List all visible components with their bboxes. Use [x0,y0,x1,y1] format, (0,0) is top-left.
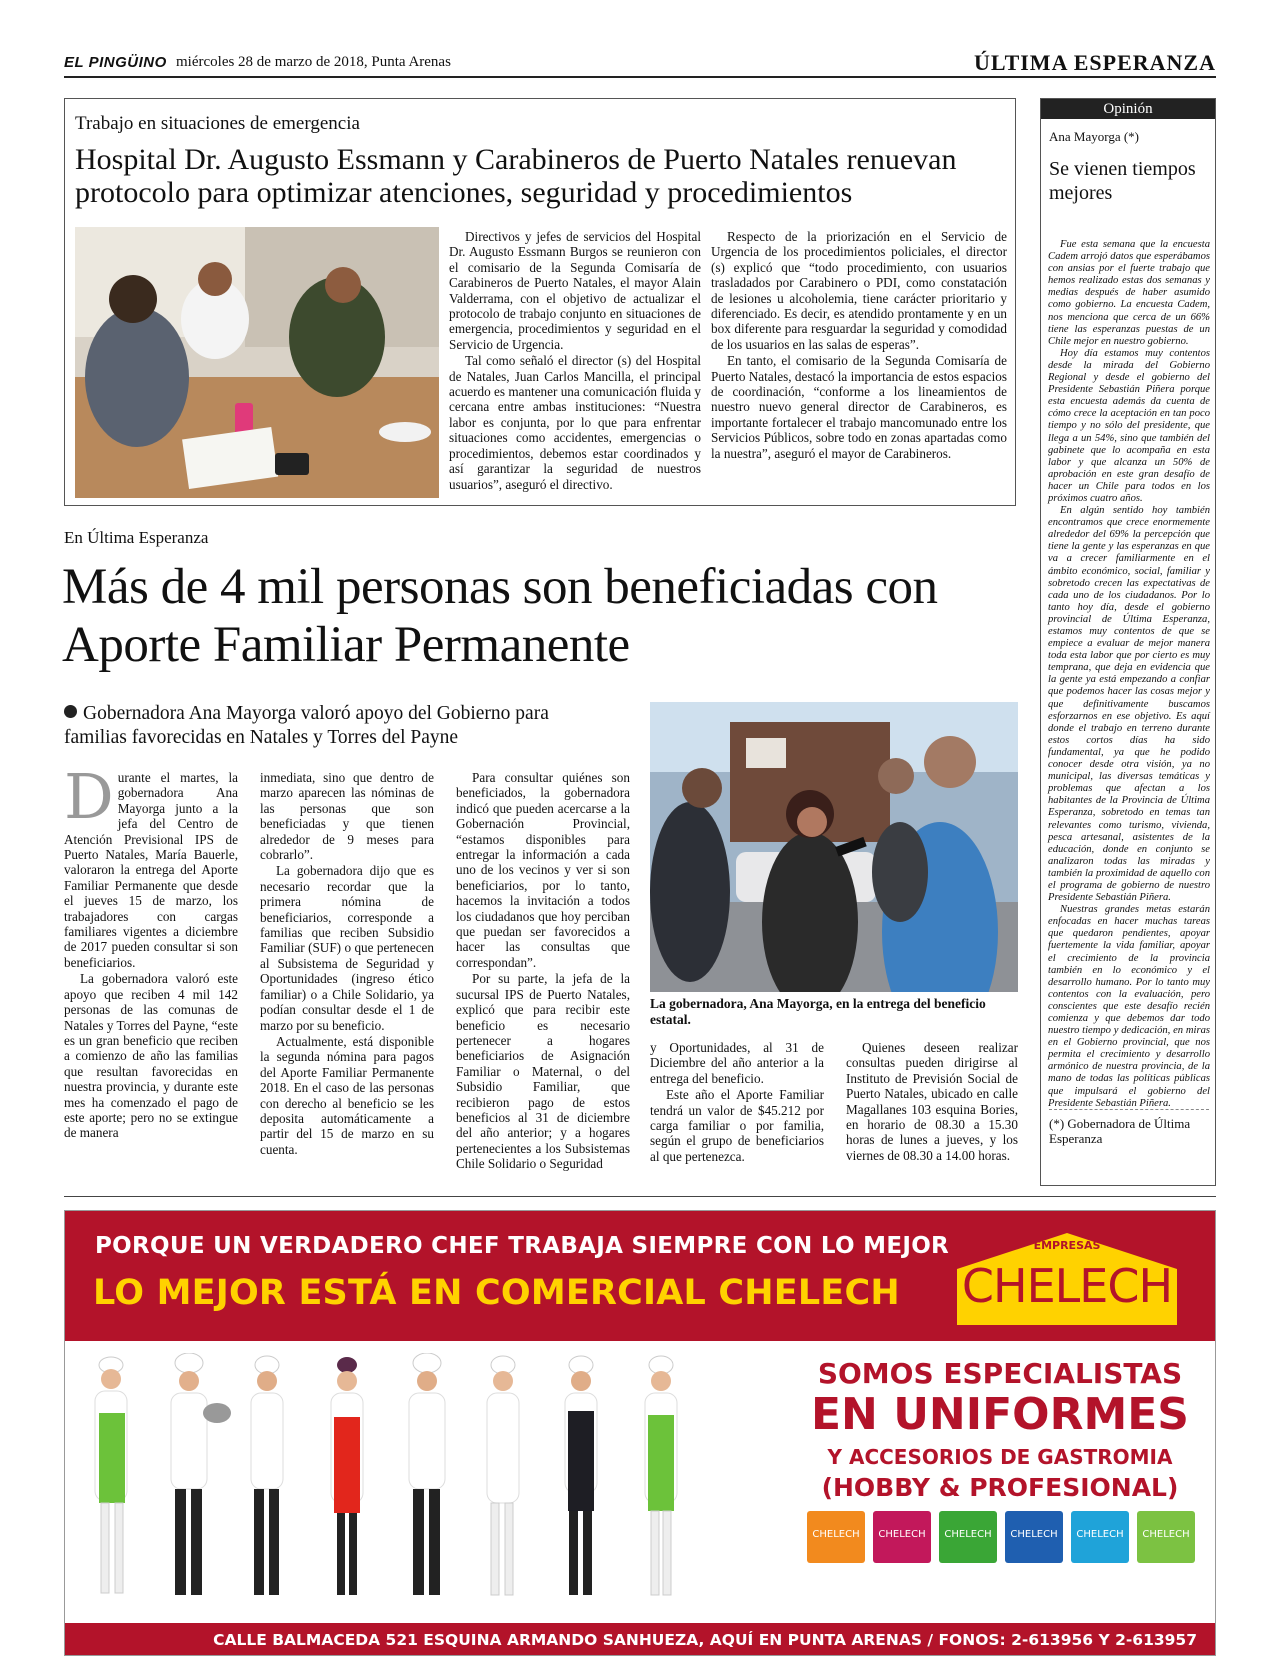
paragraph: Fue esta semana que la encuesta Cadem arrojó datos que esperábamos con ansias por el fuerte trabajo que hemos realizado estas dos semanas y medias después de haber asumido como gobierno. La encuesta Cadem, nos menciona que cerca de un 66% tiene las esperanzas puestas de un Chile mejor en nuestro gobierno. [1048,239,1210,347]
article-headline: Hospital Dr. Augusto Essmann y Carabineros de Puerto Natales renuevan protocolo para optimizar atenciones, seguridad y procedimientos [75,143,957,209]
article-column-4 [650,1040,824,1165]
paragraph: Tal como señaló el director (s) del Hospital de Natales, Juan Carlos Mancilla, el principal acuerdo es mantener una comunicación fluida y cercana entre ambas instituciones: “Nuestra labor es conjunta, por lo que para enfrentar situaciones como accidentes, emergencias o procedimientos, debemos estar coordinados y así garantizar la seguridad de nuestros usuarios”, aseguró el directivo. [449,353,701,492]
chelech-logo [947,1229,1187,1329]
chelech-advertisement [64,1210,1216,1656]
ad-slogan: PORQUE UN VERDADERO CHEF TRABAJA SIEMPRE CON LO MEJOR [95,1233,950,1259]
paragraph: Para consultar quiénes son beneficiados, la gobernadora indicó que pueden acercarse a la Gobernación Provincial, “estamos disponibles para entregar la información a cada uno de los vecinos y ver si son beneficiarios, por lo tanto, hacemos la invitación a todos los ciudadanos que hoy perciban que puedan ser favorecidos a hacer las consultas que correspondan”. [456,770,630,970]
dateline: miércoles 28 de marzo de 2018, Punta Arenas [176,54,451,70]
brand-label: CHELECH [1010,1529,1058,1540]
article-column-3 [456,770,630,1173]
brand-label: CHELECH [812,1529,860,1540]
opinion-body [1048,239,1210,1110]
paragraph: Hoy día estamos muy contentos desde la mirada del Gobierno Regional y desde el gobierno del Presidente Sebastián Piñera porque esta encuesta además da cuenta de cómo crece la aceptación en tan poco tiempo y no sólo del presidente, que llega a un 54%, sino que también del gabinete que lo acompaña en esta labor y que alcanza un 50% de aprobación en este gran desafío de hacer un Chile para todos en los próximos cuatro años. [1048,347,1210,504]
photo-caption: La gobernadora, Ana Mayorga, en la entrega del beneficio estatal. [650,996,986,1027]
article-column-1 [449,229,701,493]
governor-photo [650,702,1018,992]
spec-line-1: SOMOS ESPECIALISTAS [817,1357,1183,1390]
paragraph: inmediata, sino que dentro de marzo aparecen las nóminas de las personas que son beneficiadas y que tienen alrededor de 9 meses para cobrarlo”. [260,770,434,863]
brand-logo-green [939,1511,997,1563]
ad-specialists-text [805,1357,1195,1505]
brand-logo-orange [807,1511,865,1563]
paragraph [64,760,238,970]
brand-logos [807,1511,1207,1565]
ad-headline: LO MEJOR ESTÁ EN COMERCIAL CHELECH [93,1273,900,1313]
brand-label: CHELECH [944,1529,992,1540]
brand-logo-blue [1005,1511,1063,1563]
article-column-5 [846,1040,1018,1164]
spec-line-4: (HOBBY & PROFESIONAL) [821,1473,1179,1502]
paragraph: La gobernadora dijo que es necesario recordar que la primera nómina de beneficiarios, corresponde a familias que reciben Subsidio Familiar (SUF) o que pertenecen al Subsistema de Seguridad y Oportunidades (ingreso ético familiar) o a Chile Solidario, ya podían consultar desde el 1 de marzo por su beneficio. [260,863,434,1033]
brand-label: CHELECH [878,1529,926,1540]
meeting-photo [75,227,439,498]
opinion-tag: Opinión [1041,99,1215,119]
subhead-text: Gobernadora Ana Mayorga valoró apoyo del Gobierno para familias favorecidas en Natales y Torres del Payne [64,703,549,748]
hospital-article [64,98,1016,506]
paragraph: Nuestras grandes metas estarán enfocadas en hacer muchas tareas que quedaron pendientes, apoyar fuertemente la vida familiar, apoyar el crecimiento de la provincia también en lo económico y el desarrollo humano. Por lo tanto muy contentos con la evaluación, pero conscientes que este desafío recién comienza y que debemos dar todo nuestro tiempo y dedicación, en miras en el Gobierno provincial, que nos permita el crecimiento y desarrollo armónico de nuestra provincia, de la mano de todas las políticas públicas que impulsará el gobierno del Presidente Sebastián Piñera. [1048,904,1210,1109]
brand-logo-cyan [1071,1511,1129,1563]
paragraph: Quienes deseen realizar consultas pueden dirigirse al Instituto de Previsión Social de Puerto Natales, ubicado en calle Magallanes 103 esquina Bories, en horario de 08.30 a 15.30 horas de lunes a jueves, y los viernes de 08.30 a 14.00 horas. [846,1040,1018,1163]
logo-top-text: EMPRESAS [1033,1239,1101,1252]
paragraph-text: urante el martes, la gobernadora Ana Mayorga junto a la jefa del Centro de Atención Previsional IPS de Puerto Natales, María Bauerle, valoraron la entrega del Aporte Familiar Permanente que desde el jueves 15 de marzo, los trabajadores con cargas familiares vigentes a diciembre de 2017 pueden consultar si son beneficiarios. [64,770,238,970]
brand-label: CHELECH [1076,1529,1124,1540]
article-kicker: En Última Esperanza [64,528,209,547]
drop-cap: D [64,760,114,833]
paragraph: Actualmente, está disponible la segunda nómina para pagos del Aporte Familiar Permanente 2018. En el caso de las personas con derecho al beneficio se les deposita automáticamente a partir del 15 de marzo en su cuenta. [260,1033,434,1157]
opinion-author-note: (*) Gobernadora de Última Esperanza [1049,1109,1209,1146]
bullet-icon [64,705,77,718]
paragraph: En tanto, el comisario de la Segunda Comisaría de Puerto Natales, destacó la importancia de estos espacios de coordinación, “conforme a los lineamientos de nuestro nuevo general director de Carabineros, es importante fortalecer el trabajo mancomunado entre los Servicios Públicos, sobre todo en zonas apartadas como la nuestra”, aseguró el mayor de Carabineros. [711,353,1007,461]
brand-logo-magenta [873,1511,931,1563]
brand-label: CHELECH [1142,1529,1190,1540]
paragraph: En algún sentido hoy también encontramos que crece enormemente alrededor del 69% la percepción que tiene la gente y las esperanzas en que va a crecer familiarmente en el ámbito económico, social, familiar y sobretodo crecen las expectativas de cada uno de los ciudadanos. Por lo tanto hoy día, desde el gobierno provincial de Última Esperanza, estamos muy contentos de que se empiece a evaluar de mejor manera toda esta labor que por cierto es muy temprana, que deja en evidencia que la gente ya está empezando a confiar que podemos hacer las cosas mejor y que definitivamente buscamos esforzarnos en ese objetivo. Es aquí donde el trabajo en terreno durante estos cortos días ha sido fundamental, ya que he podido conocer desde otra visión, ya no municipal, las diversas temáticas y problemas que afectan a los habitantes de la Provincia de Última Esperanza, sobretodo en temas tan relevantes como turismo, vivienda, pesca artesanal, asistentes de la educación, donde en conjunto se analizaron todas las miradas y también la proximidad de aquello con el programa de gobierno de nuestro Presidente Sebastián Piñera. [1048,505,1210,904]
logo-wordmark: CHELECH [961,1259,1173,1313]
ad-address-bar: CALLE BALMACEDA 521 ESQUINA ARMANDO SANHUEZA, AQUÍ EN PUNTA ARENAS / FONOS: 2-613956 Y 2-613957 [65,1623,1216,1656]
divider [64,1196,1216,1197]
paragraph: Respecto de la priorización en el Servicio de Urgencia de los procedimientos policiales, el director (s) explicó que “todo procedimiento, con usuarios trasladados por Carabinero o PDI, como constatación de lesiones u alcoholemia, tiene carácter prioritario y diferenciado. Es decir, es atendido prontamente y en un box diferente para resguardar la seguridad y comodidad de los usuarios en las salas de esperas”. [711,229,1007,352]
paragraph: Directivos y jefes de servicios del Hospital Dr. Augusto Essmann Burgos se reunieron con el comisario de la Segunda Comisaría de Carabineros de Puerto Natales, el mayor Alain Valderrama, con el objetivo de actualizar el protocolo de trabajo conjunto en situaciones de emergencia, procedimientos y seguridad en el Servicio de Urgencia. [449,229,701,352]
opinion-author: Ana Mayorga (*) [1049,129,1140,144]
chefs-illustration [71,1353,791,1611]
paragraph: Este año el Aporte Familiar tendrá un valor de $45.212 por carga familiar o por familia, según el grupo de beneficiarios al que pertenezca. [650,1087,824,1164]
opinion-column [1040,98,1216,1186]
article-headline: Más de 4 mil personas son beneficiadas con Aporte Familiar Permanente [62,559,938,673]
spec-line-3: Y ACCESORIOS DE GASTROMIA [827,1445,1173,1469]
article-column-1 [64,760,238,1142]
opinion-title: Se vienen tiempos mejores [1049,158,1196,204]
spec-line-2: EN UNIFORMES [811,1389,1189,1440]
paragraph: La gobernadora valoró este apoyo que reciben 4 mil 142 personas de las comunas de Natales y Torres del Payne, “este es un gran beneficio que reciben a comienzo de año las familias que resultan favorecidas en nuestra provincia, y durante este mes ha comenzado el pago de este aporte; pero no se extingue de manera [64,971,238,1141]
newspaper-logo: EL PINGÜINO [64,54,167,71]
article-kicker: Trabajo en situaciones de emergencia [75,113,360,134]
brand-logo-lime [1137,1511,1195,1563]
paragraph: y Oportunidades, al 31 de Diciembre del año anterior a la entrega del beneficio. [650,1040,824,1086]
article-column-2 [260,770,434,1158]
article-column-2 [711,229,1007,462]
article-subhead [64,702,604,750]
masthead [64,52,1216,78]
ad-banner [65,1211,1216,1341]
section-title: ÚLTIMA ESPERANZA [974,50,1216,75]
paragraph: Por su parte, la jefa de la sucursal IPS de Puerto Natales, explicó que para recibir este beneficio es necesario pertenecer a hogares beneficiarios de Asignación Familiar o Maternal, o del Subsidio Familiar, que recibieron pago de estos beneficios al 31 de diciembre del año anterior; y a hogares pertenecientes a los Subsistemas Chile Solidario o Seguridad [456,971,630,1172]
